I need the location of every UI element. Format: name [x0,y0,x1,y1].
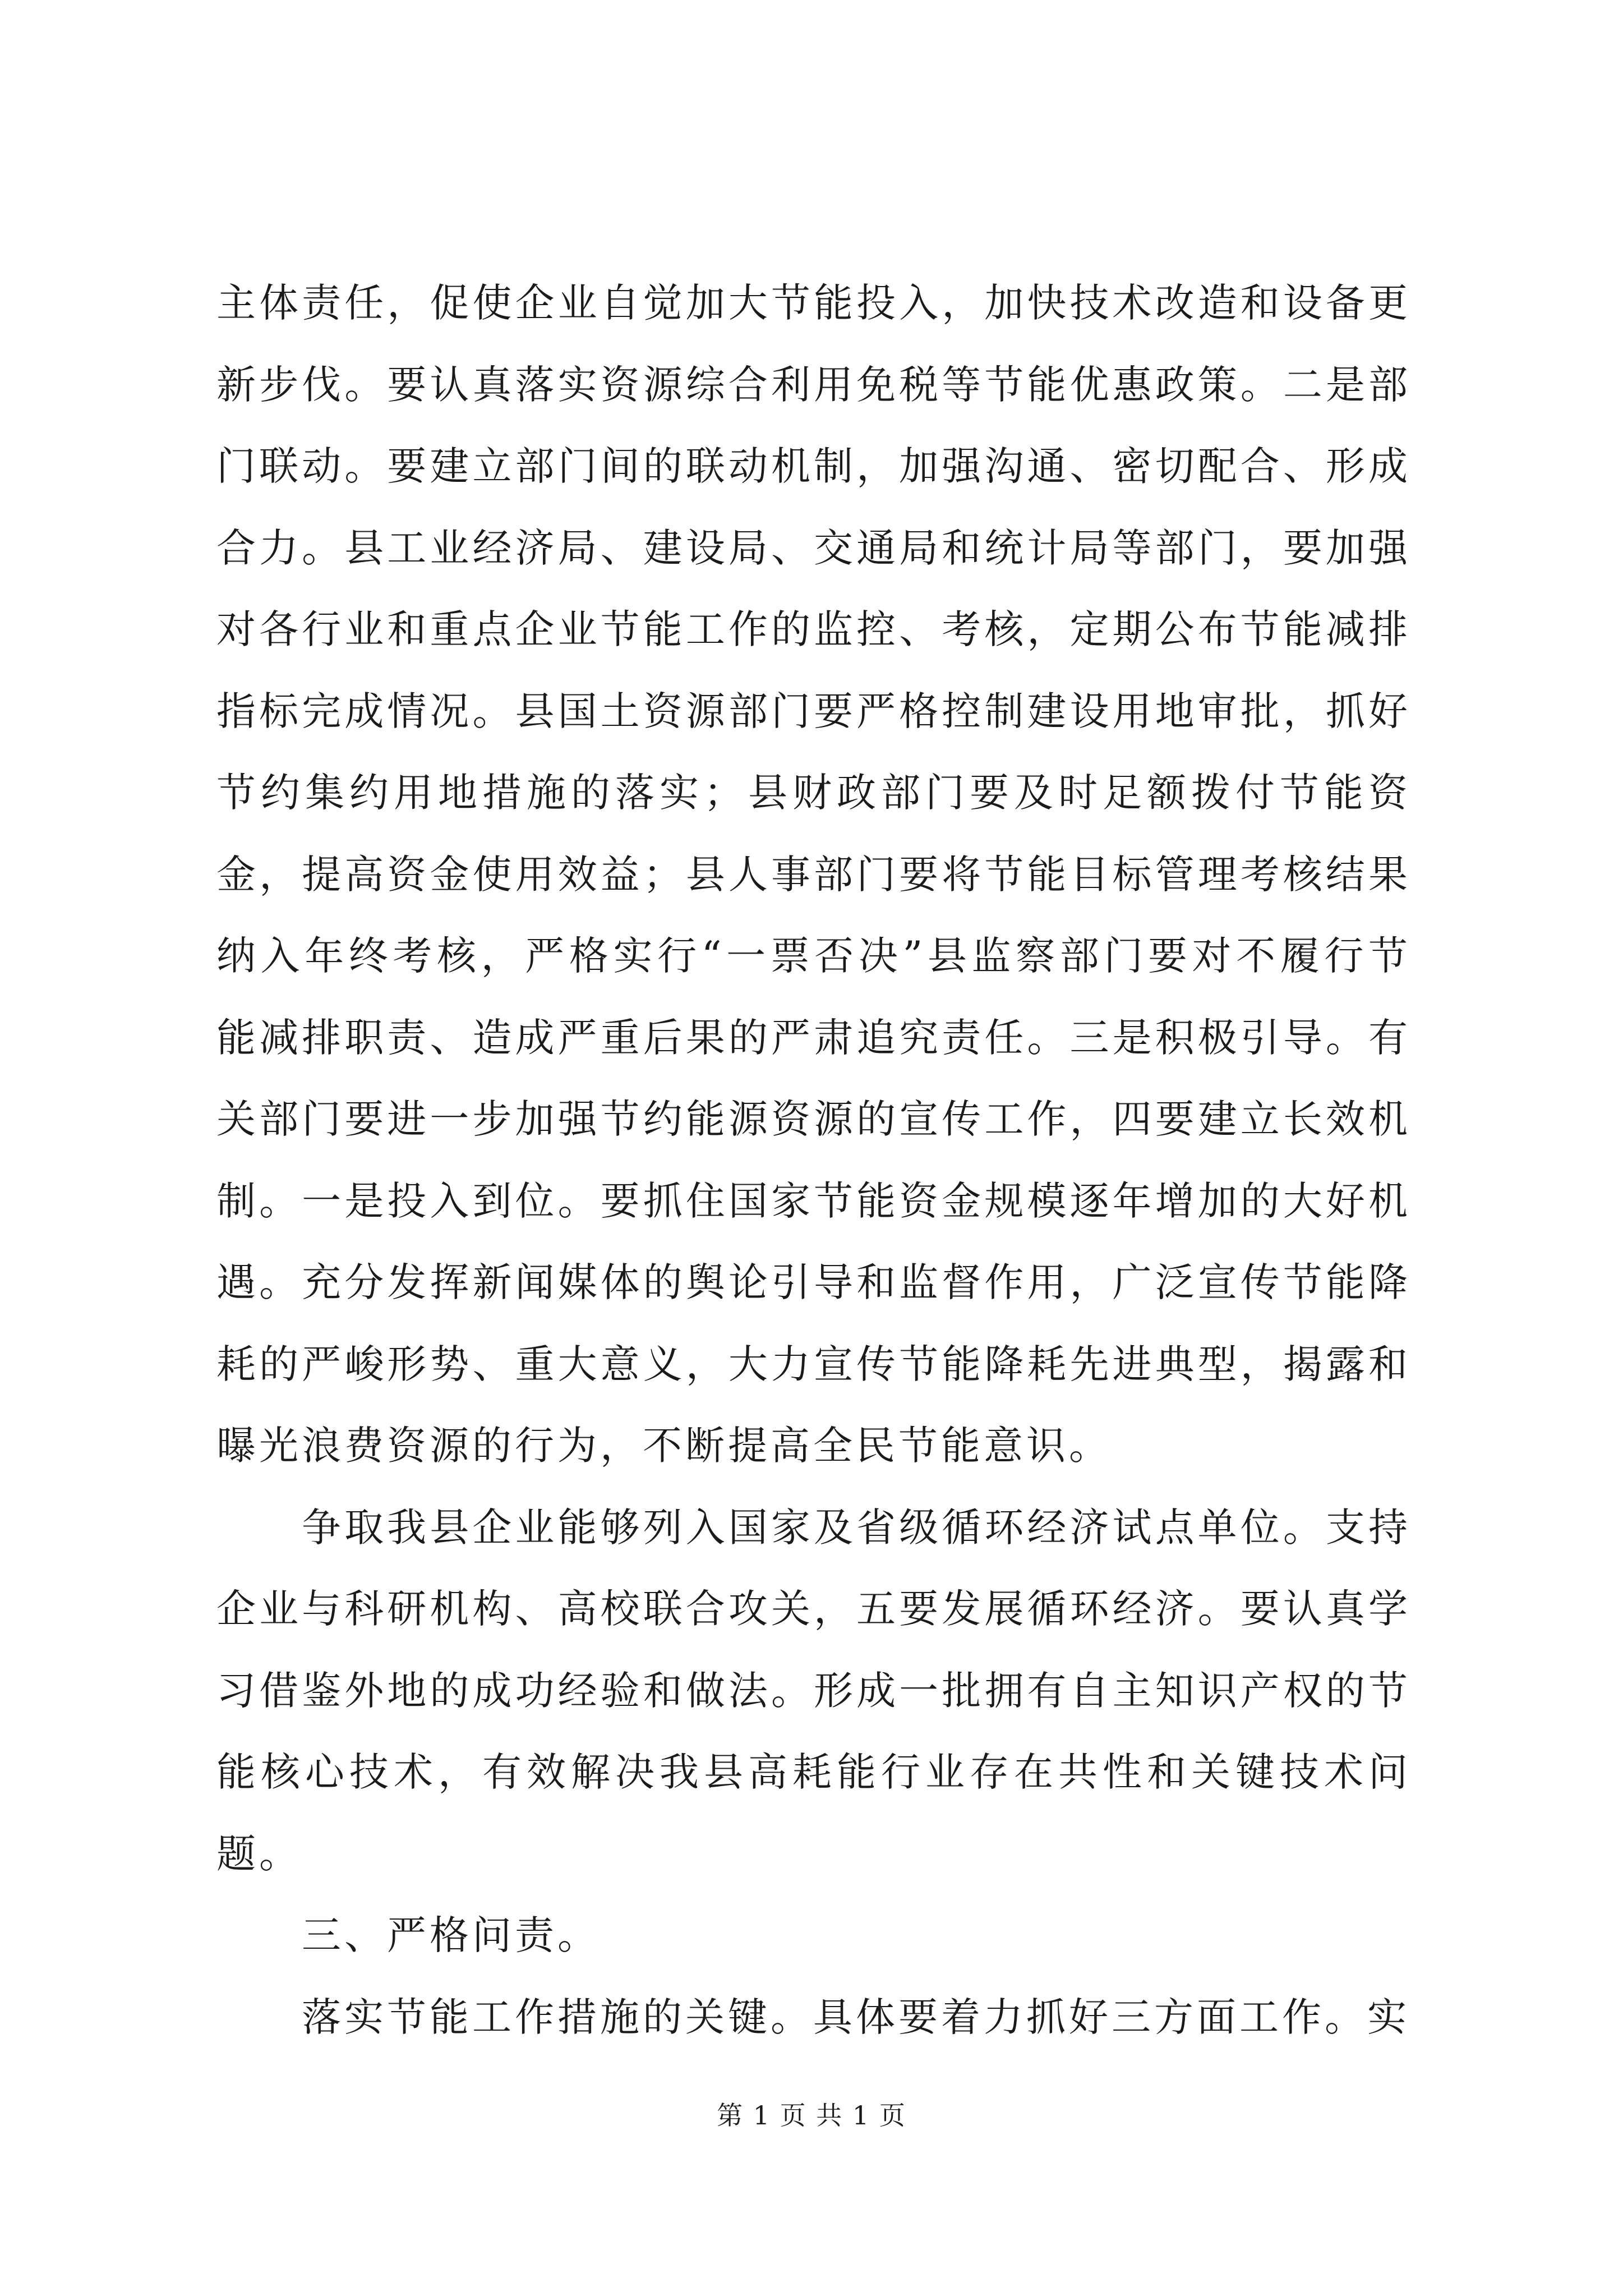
paragraph-1: 主体责任，促使企业自觉加大节能投入，加快技术改造和设备更新步伐。要认真落实资源综合利用免税等节能优惠政策。二是部门联动。要建立部门间的联动机制，加强沟通、密切配合、形成合力。县工业经济局、建设局、交通局和统计局等部门，要加强对各行业和重点企业节能工作的监控、考核，定期公布节能减排指标完成情况。县国土资源部门要严格控制建设用地审批，抓好节约集约用地措施的落实；县财政部门要及时足额拨付节能资金，提高资金使用效益；县人事部门要将节能目标管理考核结果纳入年终考核，严格实行“一票否决”县监察部门要对不履行节能减排职责、造成严重后果的严肃追究责任。三是积极引导。有关部门要进一步加强节约能源资源的宣传工作，四要建立长效机制。一是投入到位。要抓住国家节能资金规模逐年增加的大好机遇。充分发挥新闻媒体的舆论引导和监督作用，广泛宣传节能降耗的严峻形势、重大意义，大力宣传节能降耗先进典型，揭露和曝光浪费资源的行为，不断提高全民节能意识。 [216,280,1411,1469]
paragraph-2: 争取我县企业能够列入国家及省级循环经济试点单位。支持企业与科研机构、高校联合攻关，五要发展循环经济。要认真学习借鉴外地的成功经验和做法。形成一批拥有自主知识产权的节能核心技术，有效解决我县高耗能行业存在共性和关键技术问题。 [216,1504,1411,1877]
paragraph-4: 落实节能工作措施的关键。具体要着力抓好三方面工作。实 [302,1994,1410,2040]
page-number-footer: 第 1 页 共 1 页 [717,2100,906,2131]
paragraph-3-heading: 三、严格问责。 [302,1912,600,1958]
document-body [216,263,1411,2058]
